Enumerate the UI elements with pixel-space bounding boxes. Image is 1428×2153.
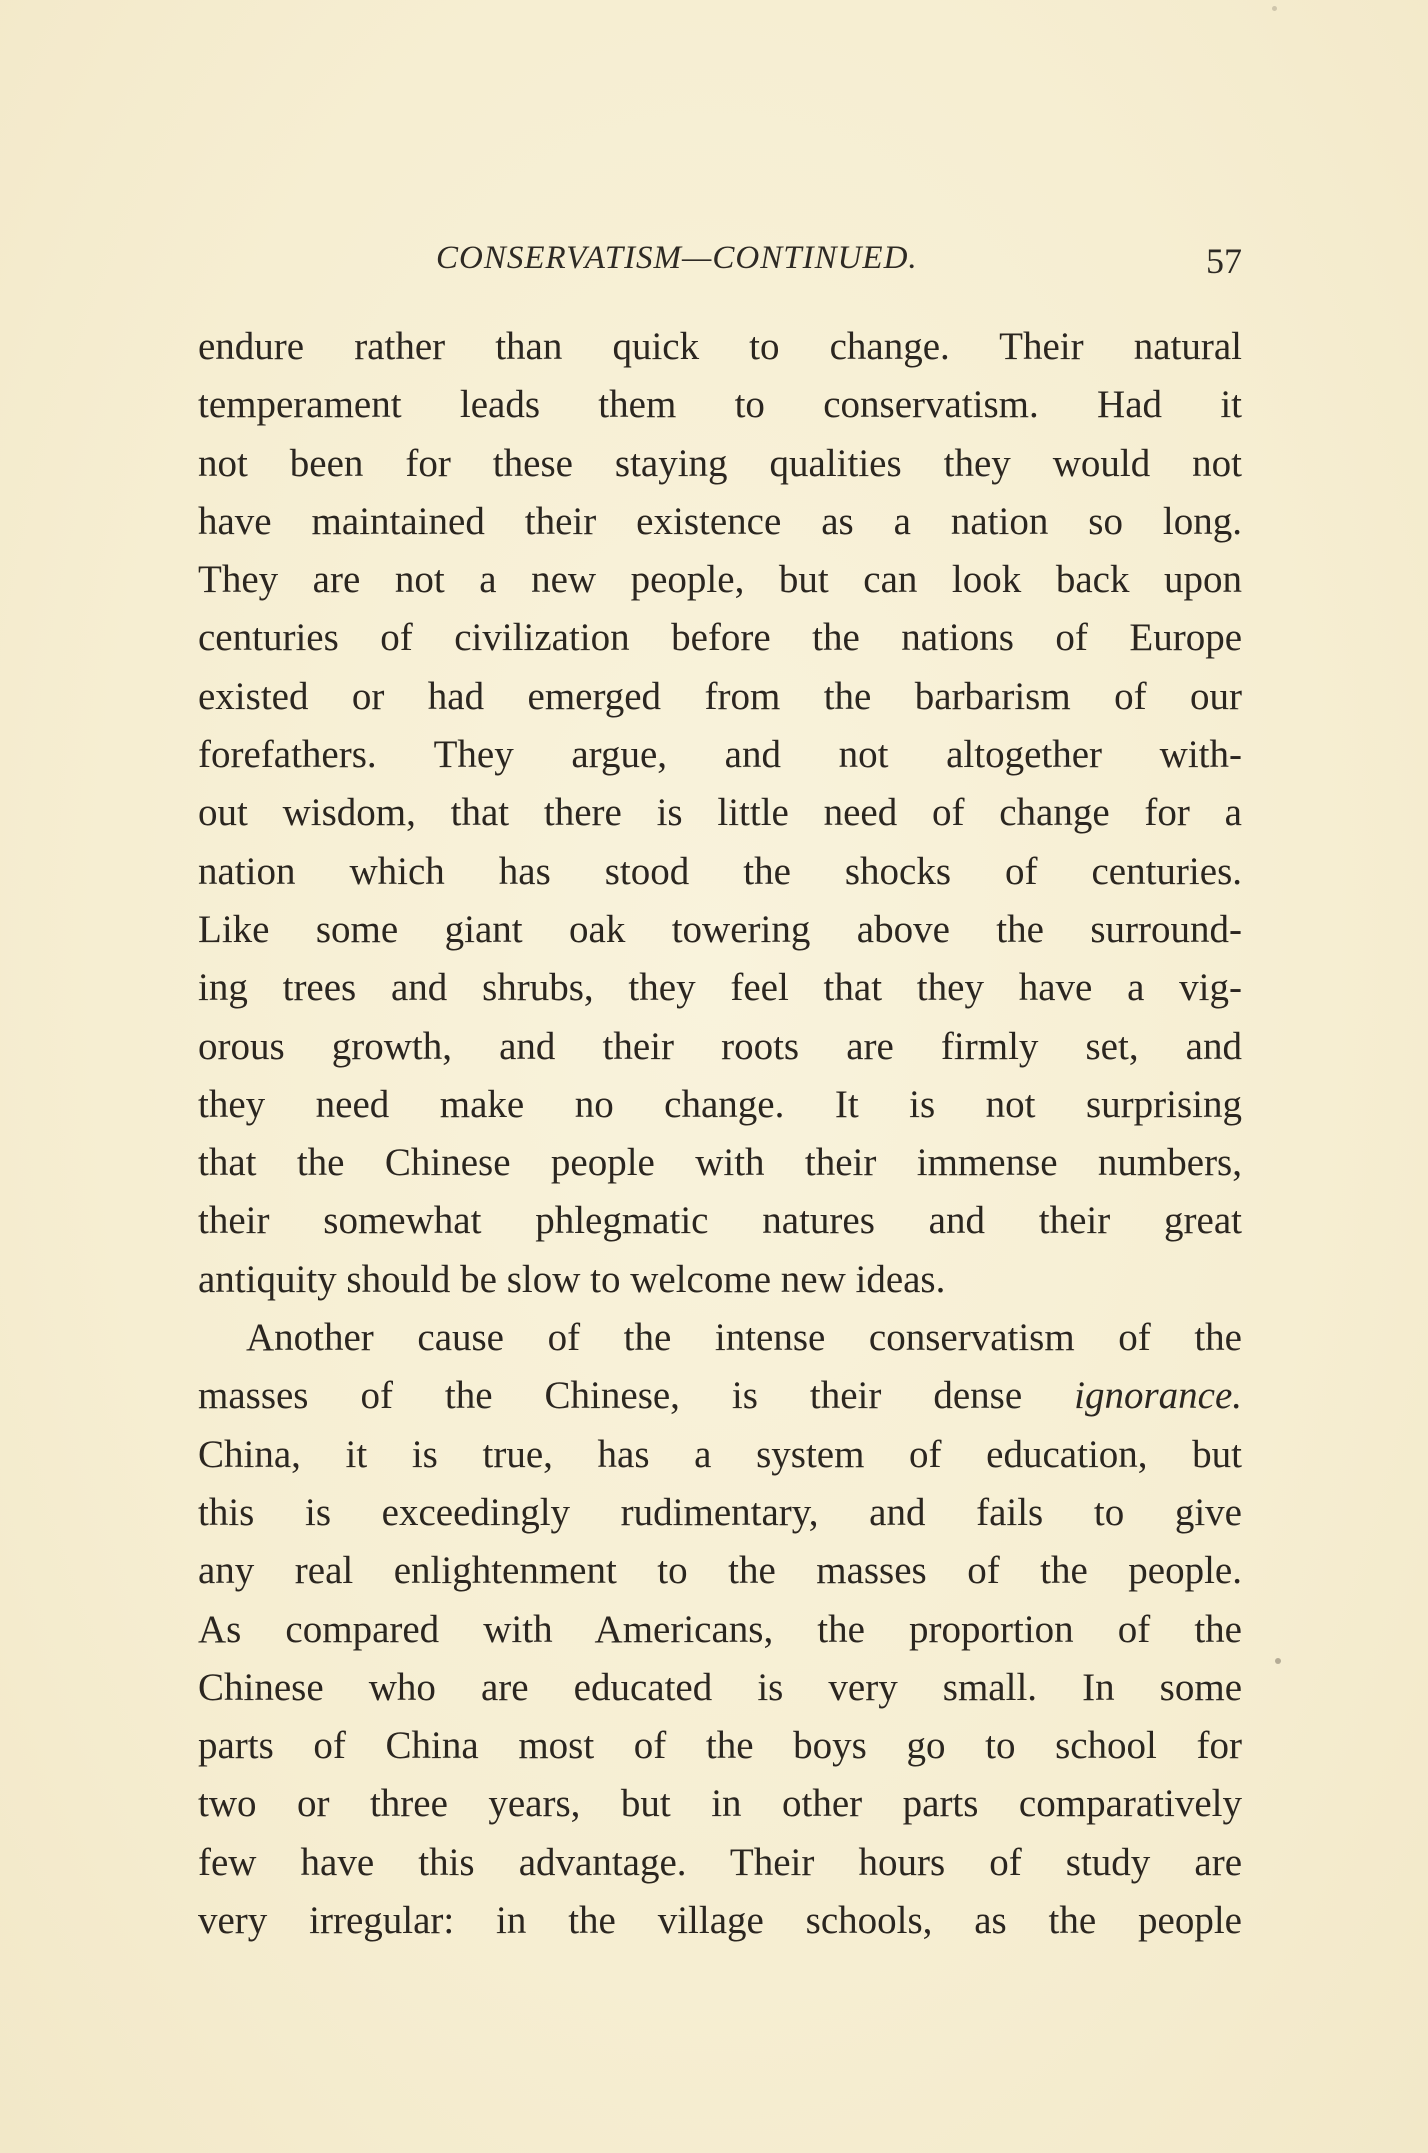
- text-line-with-italic: [198, 1367, 1242, 1425]
- text-line: endure rather than quick to change. Their natural: [198, 325, 1242, 368]
- running-head: [198, 240, 1242, 290]
- text-line: out wisdom, that there is little need of change for a: [198, 791, 1242, 835]
- text-line: Like some giant oak towering above the surround-: [198, 907, 1242, 951]
- text-line: centuries of civilization before the nations of Europe: [198, 616, 1242, 660]
- text-line: existed or had emerged from the barbarism of our: [198, 674, 1242, 718]
- text-line: very irregular: in the village schools, as the people: [198, 1899, 1242, 1943]
- text-line: few have this advantage. Their hours of study are: [198, 1840, 1242, 1884]
- text-line: orous growth, and their roots are firmly set, and: [198, 1024, 1242, 1068]
- text-line: China, it is true, has a system of education, but: [198, 1432, 1242, 1476]
- italic-word: ignorance.: [1074, 1374, 1242, 1418]
- text-line: temperament leads them to conservatism. Had it: [198, 383, 1242, 427]
- text-line: not been for these staying qualities they would not: [198, 441, 1242, 485]
- text-line: nation which has stood the shocks of centuries.: [198, 849, 1242, 893]
- paper-speck: [1275, 1658, 1281, 1664]
- text-line: this is exceedingly rudimentary, and fails to give: [198, 1490, 1242, 1534]
- paper-speck: [1272, 6, 1277, 11]
- chapter-title: CONSERVATISM—CONTINUED.: [436, 240, 918, 276]
- text-line: have maintained their existence as a nation so long.: [198, 499, 1242, 543]
- text-line: parts of China most of the boys go to school for: [198, 1724, 1242, 1768]
- text-line: that the Chinese people with their immense numbers,: [198, 1141, 1242, 1185]
- text-line: they need make no change. It is not surprising: [198, 1082, 1242, 1126]
- text-segment: masses of the Chinese, is their dense: [198, 1374, 1023, 1418]
- paragraph-start-line: Another cause of the intense conservatism of the: [246, 1316, 1242, 1360]
- text-line: two or three years, but in other parts comparatively: [198, 1782, 1242, 1826]
- paragraph-end-line: antiquity should be slow to welcome new ideas.: [198, 1257, 946, 1301]
- text-line: They are not a new people, but can look back upon: [198, 558, 1242, 602]
- text-line: forefathers. They argue, and not altogether with-: [198, 733, 1242, 777]
- text-line: ing trees and shrubs, they feel that they have a vig-: [198, 966, 1242, 1010]
- text-line: Chinese who are educated is very small. In some: [198, 1665, 1242, 1709]
- page-number: 57: [1206, 241, 1242, 281]
- text-line: any real enlightenment to the masses of the people.: [198, 1549, 1242, 1593]
- text-line: As compared with Americans, the proportion of the: [198, 1607, 1242, 1651]
- text-line: their somewhat phlegmatic natures and their great: [198, 1199, 1242, 1243]
- body-text: [198, 318, 1242, 1950]
